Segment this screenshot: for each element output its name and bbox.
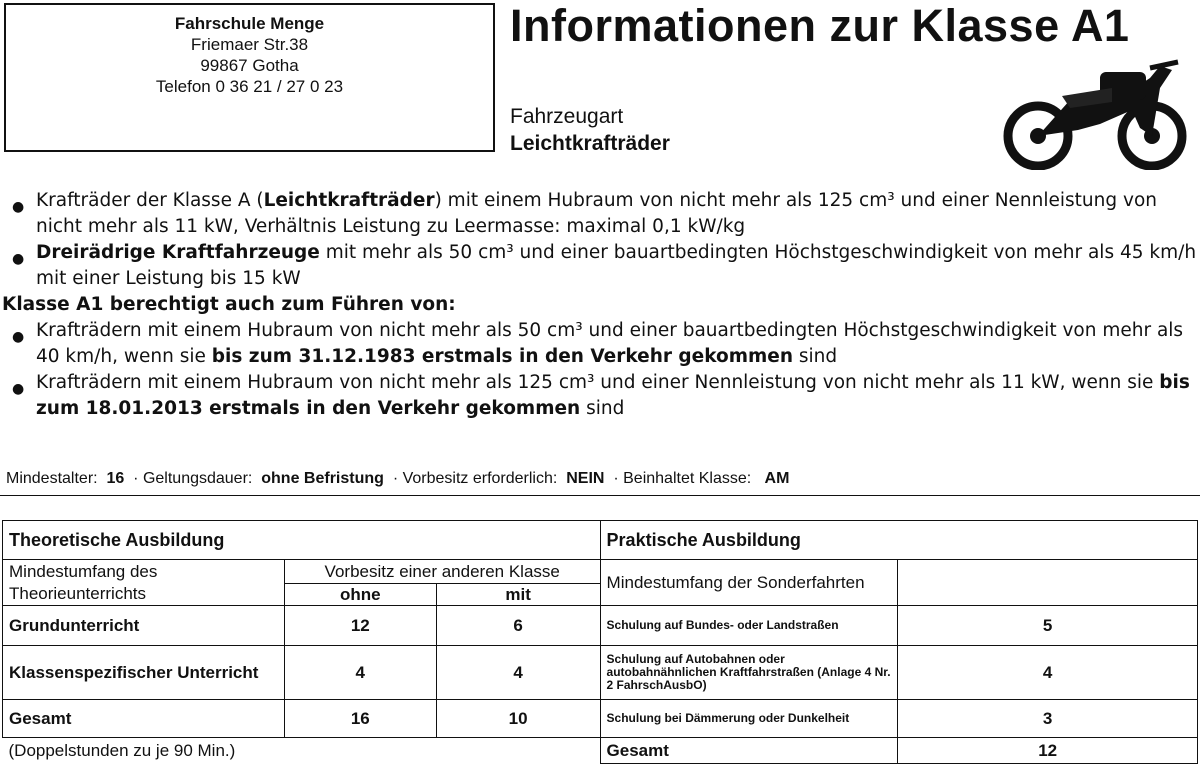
bullet-icon: ● xyxy=(12,381,25,397)
practice-scope-label: Mindestumfang der Sonderfahrten xyxy=(600,560,898,606)
practice-total-label: Gesamt xyxy=(600,738,898,764)
school-street: Friemaer Str.38 xyxy=(190,35,309,54)
class-description xyxy=(0,188,1200,422)
prior-required: NEIN xyxy=(566,470,605,487)
list-item: ● Krafträdern mit einem Hubraum von nicht mehr als 50 cm³ und einer bauartbedingten Höchstgeschwindigkeit von mehr als 40 km/h, wenn sie bis zum 31.12.1983 erstmals in den Verkehr gekommen sind xyxy=(12,320,1184,367)
theory-scope-label: Mindestumfang des Theorieunterrichts xyxy=(3,560,285,606)
table-row: Grundunterricht 12 6 Schulung auf Bundes- oder Landstraßen 5 xyxy=(3,606,1198,646)
practice-header: Praktische Ausbildung xyxy=(600,521,1197,560)
bullet-icon: ● xyxy=(12,329,25,345)
table-row xyxy=(3,521,1198,560)
school-phone: Telefon 0 36 21 / 27 0 23 xyxy=(155,77,344,96)
col-with: mit xyxy=(436,584,600,606)
validity: ohne Befristung xyxy=(261,470,384,487)
includes-class: AM xyxy=(764,470,790,487)
prior-other-header: Vorbesitz einer anderen Klasse xyxy=(284,560,600,584)
bullet-icon: ● xyxy=(12,251,25,267)
list-item: ● Krafträder der Klasse A (Leichtkrafträder) mit einem Hubraum von nicht mehr als 125 cm³ und einer Nennleistung von nicht mehr als 11 kW, Verhältnis Leistung zu Leermasse: maximal 0,1 kW/kg xyxy=(12,190,1157,237)
theory-header: Theoretische Ausbildung xyxy=(3,521,601,560)
footnote: (Doppelstunden zu je 90 Min.) xyxy=(3,738,601,764)
vehicle-type-label: Fahrzeugart xyxy=(510,105,624,128)
section-heading: Klasse A1 berechtigt auch zum Führen von: xyxy=(2,294,456,315)
motorcycle-icon xyxy=(1000,58,1190,170)
bullet-icon: ● xyxy=(12,199,25,215)
table-row: Gesamt 16 10 Schulung bei Dämmerung oder Dunkelheit 3 xyxy=(3,700,1198,738)
page-title: Informationen zur Klasse A1 xyxy=(510,0,1130,51)
col-without: ohne xyxy=(284,584,436,606)
training-table xyxy=(2,520,1198,764)
table-row xyxy=(3,738,1198,764)
practice-total: 12 xyxy=(898,738,1198,764)
table-row: Klassenspezifischer Unterricht 4 4 Schulung auf Autobahnen oder autobahnähnlichen Kraftfahrstraßen (Anlage 4 Nr. 2 FahrschAusbO) 4 xyxy=(3,646,1198,700)
list-item: ● Krafträdern mit einem Hubraum von nicht mehr als 125 cm³ und einer Nennleistung von nicht mehr als 11 kW, wenn sie bis zum 18.01.2013 erstmals in den Verkehr gekommen sind xyxy=(12,372,1190,419)
vehicle-type xyxy=(510,103,670,157)
min-age: 16 xyxy=(106,470,125,487)
divider xyxy=(0,495,1200,496)
class-meta-line: Mindestalter: 16 · Geltungsdauer: ohne Befristung · Vorbesitz erforderlich: NEIN · Beinhaltet Klasse: AM xyxy=(6,470,790,487)
vehicle-type-value: Leichtkrafträder xyxy=(510,132,670,155)
list-item: ● Dreirädrige Kraftfahrzeuge mit mehr als 50 cm³ und einer bauartbedingten Höchstgeschwindigkeit von mehr als 45 km/h mit einer Leistung bis 15 kW xyxy=(12,242,1197,289)
school-address-box xyxy=(4,3,495,152)
school-name: Fahrschule Menge xyxy=(174,14,325,33)
school-city: 99867 Gotha xyxy=(200,56,299,75)
table-row xyxy=(3,560,1198,584)
